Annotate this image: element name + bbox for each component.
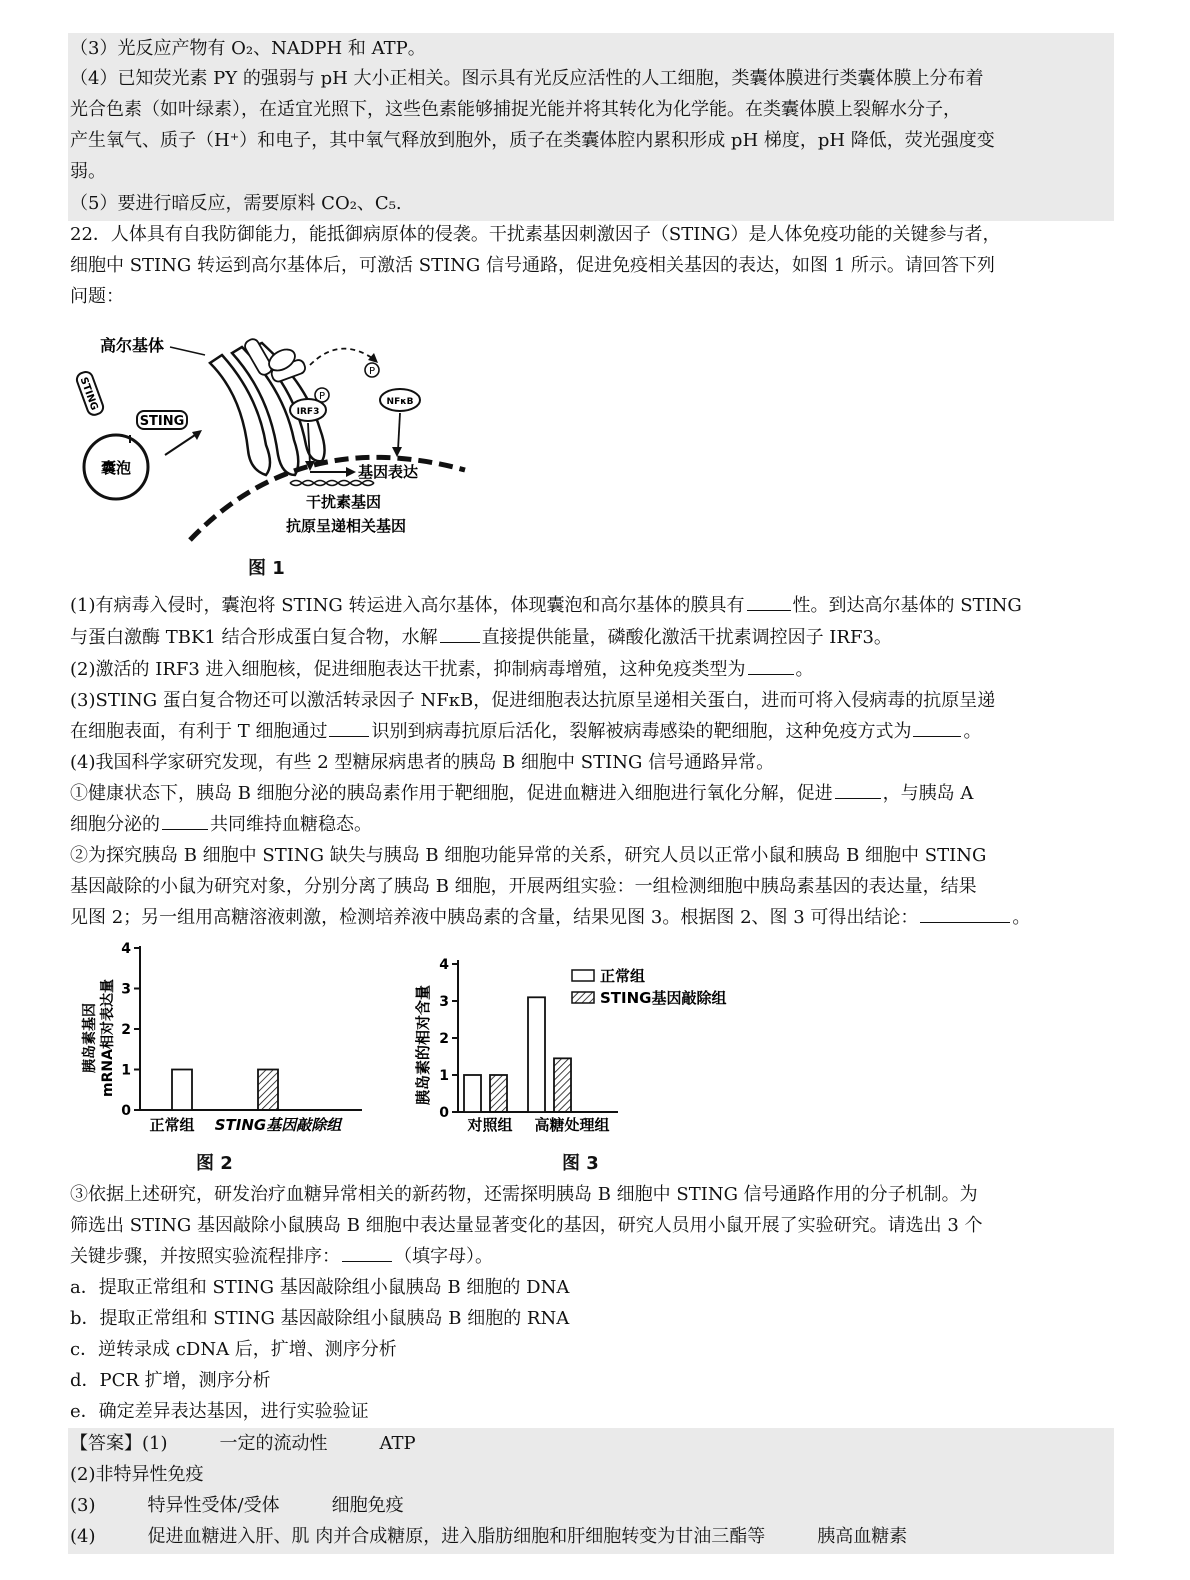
fig2-ylabel-line2: mRNA相对表达量 — [100, 979, 116, 1097]
q4-s1-blank1[interactable] — [835, 780, 881, 799]
q1-blank2[interactable] — [440, 624, 480, 643]
q4-s3-blank[interactable] — [342, 1243, 392, 1262]
q3-blank2[interactable] — [913, 718, 961, 737]
q4-s2-line2: 基因敲除的小鼠为研究对象，分别分离了胰岛 B 细胞，开展两组实验：一组检测细胞中胰岛素基因的表达量，结果 — [70, 876, 977, 897]
answer-row4: (4) 促进血糖进入肝、肌 肉并合成糖原，进入脂肪细胞和肝细胞转变为甘油三酯等 胰高血糖素 — [70, 1526, 908, 1547]
fig3-legend-swatch-open — [572, 970, 594, 981]
sting-label: STING — [139, 414, 185, 429]
figure1-caption: 图 1 — [248, 558, 285, 579]
q3-blank1[interactable] — [329, 718, 369, 737]
fig2-ytick-label: 4 — [121, 941, 131, 957]
answer-row1 — [70, 1429, 1118, 1459]
fig3-bar-normal-0 — [464, 1075, 481, 1112]
prev-answer-3: （3）光反应产物有 O₂、NADPH 和 ATP。 — [70, 38, 426, 59]
fig2-bar-knockout — [258, 1070, 278, 1111]
fig2-ytick-label: 3 — [121, 981, 131, 998]
fig2-ytick-label: 1 — [121, 1062, 131, 1079]
q4-s2-line1: ②为探究胰岛 B 细胞中 STING 缺失与胰岛 B 细胞功能异常的关系，研究人员以正常小鼠和胰岛 B 细胞中 STING — [70, 845, 987, 866]
answer-row2: (2)非特异性免疫 — [70, 1464, 204, 1485]
question-stem-line1: 22．人体具有自我防御能力，能抵御病原体的侵袭。干扰素基因刺激因子（STING）是人体免疫功能的关键参与者， — [70, 224, 1001, 245]
fig3-cat-1: 高糖处理组 — [534, 1116, 610, 1134]
q1-blank1[interactable] — [747, 592, 791, 611]
gene-expression-label: 基因表达 — [358, 463, 419, 481]
fig2-cat-1: STING基因敲除组 — [214, 1116, 342, 1134]
prev-answer-5: （5）要进行暗反应，需要原料 CO₂、C₅. — [70, 193, 402, 214]
answer-1b: ATP — [379, 1433, 416, 1454]
answer-4b: 胰高血糖素 — [817, 1526, 908, 1547]
fig3-ylabel — [414, 985, 432, 1105]
q2-line: (2)激活的 IRF3 进入细胞核，促进细胞表达干扰素，抑制病毒增殖，这种免疫类型为 。 — [70, 655, 1118, 685]
svg-text:STING: STING — [77, 375, 100, 412]
q4-s3-line2: 筛选出 STING 基因敲除小鼠胰岛 B 细胞中表达量显著变化的基因，研究人员用小鼠开展了实验研究。请选出 3 个 — [70, 1215, 983, 1236]
option-d: d．PCR 扩增，测序分析 — [70, 1370, 271, 1391]
fig3-ytick-label: 4 — [439, 957, 449, 973]
antigen-gene-label: 抗原呈递相关基因 — [286, 517, 407, 535]
q4-s3-line1: ③依据上述研究，研发治疗血糖异常相关的新药物，还需探明胰岛 B 细胞中 STING 信号通路作用的分子机制。为 — [70, 1184, 978, 1205]
q4-s3-line3: 关键步骤，并按照实验流程排序： （填字母）。 — [70, 1242, 1118, 1272]
fig3-bar-normal-1 — [528, 997, 545, 1112]
fig2-ylabel-line1: 胰岛素基因 — [82, 1003, 98, 1073]
fig3-ytick-label: 0 — [439, 1105, 449, 1121]
answer-3a: 特异性受体/受体 — [147, 1495, 280, 1516]
fig2-bar-normal — [172, 1070, 192, 1111]
fig3-ytick-label: 3 — [439, 994, 449, 1010]
fig2-ylabel — [81, 979, 116, 1097]
irf3-label: IRF3 — [296, 407, 320, 417]
answer-4a: 促进血糖进入肝、肌 肉并合成糖原，进入脂肪细胞和肝细胞转变为甘油三酯等 — [147, 1526, 766, 1547]
figure3-caption: 图 3 — [562, 1153, 599, 1174]
fig2-cat-0: 正常组 — [149, 1116, 195, 1134]
q4-intro: (4)我国科学家研究发现，有些 2 型糖尿病患者的胰岛 B 细胞中 STING 信号通路异常。 — [70, 752, 775, 773]
q4-s2-line3: 见图 2；另一组用高糖溶液刺激，检测培养液中胰岛素的含量，结果见图 3。根据图 2、图 3 可得出结论： 。 — [70, 903, 1118, 933]
option-b: b．提取正常组和 STING 基因敲除组小鼠胰岛 B 细胞的 RNA — [70, 1308, 570, 1329]
q1-line1: (1)有病毒入侵时，囊泡将 STING 转运进入高尔基体，体现囊泡和高尔基体的膜具有 性。到达高尔基体的 STING — [70, 591, 1118, 621]
fig3-bar-knockout-1 — [554, 1058, 571, 1112]
answer-1a: 一定的流动性 — [219, 1433, 328, 1454]
prev-answer-4-line1: （4）已知荧光素 PY 的强弱与 pH 大小正相关。图示具有光反应活性的人工细胞，类囊体膜进行类囊体膜上分布着 — [70, 68, 984, 89]
question-stem-line2: 细胞中 STING 转运到高尔基体后，可激活 STING 信号通路，促进免疫相关基因的表达，如图 1 所示。请回答下列 — [70, 255, 995, 276]
prev-answer-4-line3: 产生氧气、质子（H⁺）和电子，其中氧气释放到胞外，质子在类囊体腔内累积形成 pH 梯度，pH 降低，荧光强度变 — [70, 130, 995, 151]
answer-label: 【答案】(1) — [70, 1433, 168, 1454]
fig3-ylabel-text: 胰岛素的相对含量 — [414, 984, 432, 1106]
q4-s1-blank2[interactable] — [162, 811, 208, 830]
fig3-ytick-label: 2 — [439, 1031, 449, 1047]
figure3-chart — [408, 950, 768, 1140]
figure1-diagram — [70, 325, 480, 585]
option-c: c．逆转录成 cDNA 后，扩增、测序分析 — [70, 1339, 397, 1360]
q4-s1-line2: 细胞分泌的 共同维持血糖稳态。 — [70, 810, 1118, 840]
prev-answer-4-line4: 弱。 — [70, 161, 106, 182]
q4-s2-blank[interactable] — [920, 904, 1010, 923]
nfkb-label: NFκB — [386, 397, 414, 407]
ifn-gene-label: 干扰素基因 — [306, 493, 382, 511]
fig2-ytick-label: 2 — [121, 1022, 131, 1038]
fig3-bar-knockout-0 — [490, 1075, 507, 1112]
q2-blank[interactable] — [748, 656, 794, 675]
answer-3b: 细胞免疫 — [331, 1495, 404, 1516]
q4-s1-line1: ①健康状态下，胰岛 B 细胞分泌的胰岛素作用于靶细胞，促进血糖进入细胞进行氧化分解，促进 ，与胰岛 A — [70, 779, 1118, 809]
q1-line2: 与蛋白激酶 TBK1 结合形成蛋白复合物，水解 直接提供能量，磷酸化激活干扰素调控因子 IRF3。 — [70, 623, 1118, 653]
svg-text:P: P — [368, 366, 376, 377]
vesicle-label: 囊泡 — [100, 459, 132, 477]
option-a: a．提取正常组和 STING 基因敲除组小鼠胰岛 B 细胞的 DNA — [70, 1277, 570, 1298]
q3-line1: (3)STING 蛋白复合物还可以激活转录因子 NFκB，促进细胞表达抗原呈递相关蛋白，进而可将入侵病毒的抗原呈递 — [70, 690, 996, 711]
golgi-label: 高尔基体 — [100, 336, 165, 355]
svg-text:P: P — [318, 391, 326, 402]
fig3-legend-swatch-hatched — [572, 992, 594, 1003]
question-stem-line3: 问题： — [70, 286, 124, 307]
option-e: e．确定差异表达基因，进行实验验证 — [70, 1401, 369, 1422]
figure2-caption: 图 2 — [196, 1153, 233, 1174]
fig2-ytick-label: 0 — [121, 1103, 131, 1119]
q3-line2: 在细胞表面，有利于 T 细胞通过 识别到病毒抗原后活化，裂解被病毒感染的靶细胞，这种免疫方式为 。 — [70, 717, 1118, 747]
fig3-cat-0: 对照组 — [467, 1116, 513, 1134]
answer-row3: (3) 特异性受体/受体 细胞免疫 — [70, 1495, 404, 1516]
fig3-ytick-label: 1 — [439, 1068, 449, 1084]
fig3-legend-0: 正常组 — [600, 967, 646, 985]
figure2-chart — [72, 938, 372, 1138]
prev-answer-4-line2: 光合色素（如叶绿素），在适宜光照下，这些色素能够捕捉光能并将其转化为化学能。在类囊体膜上裂解水分子， — [70, 99, 961, 120]
fig3-legend-1: STING基因敲除组 — [600, 989, 727, 1007]
